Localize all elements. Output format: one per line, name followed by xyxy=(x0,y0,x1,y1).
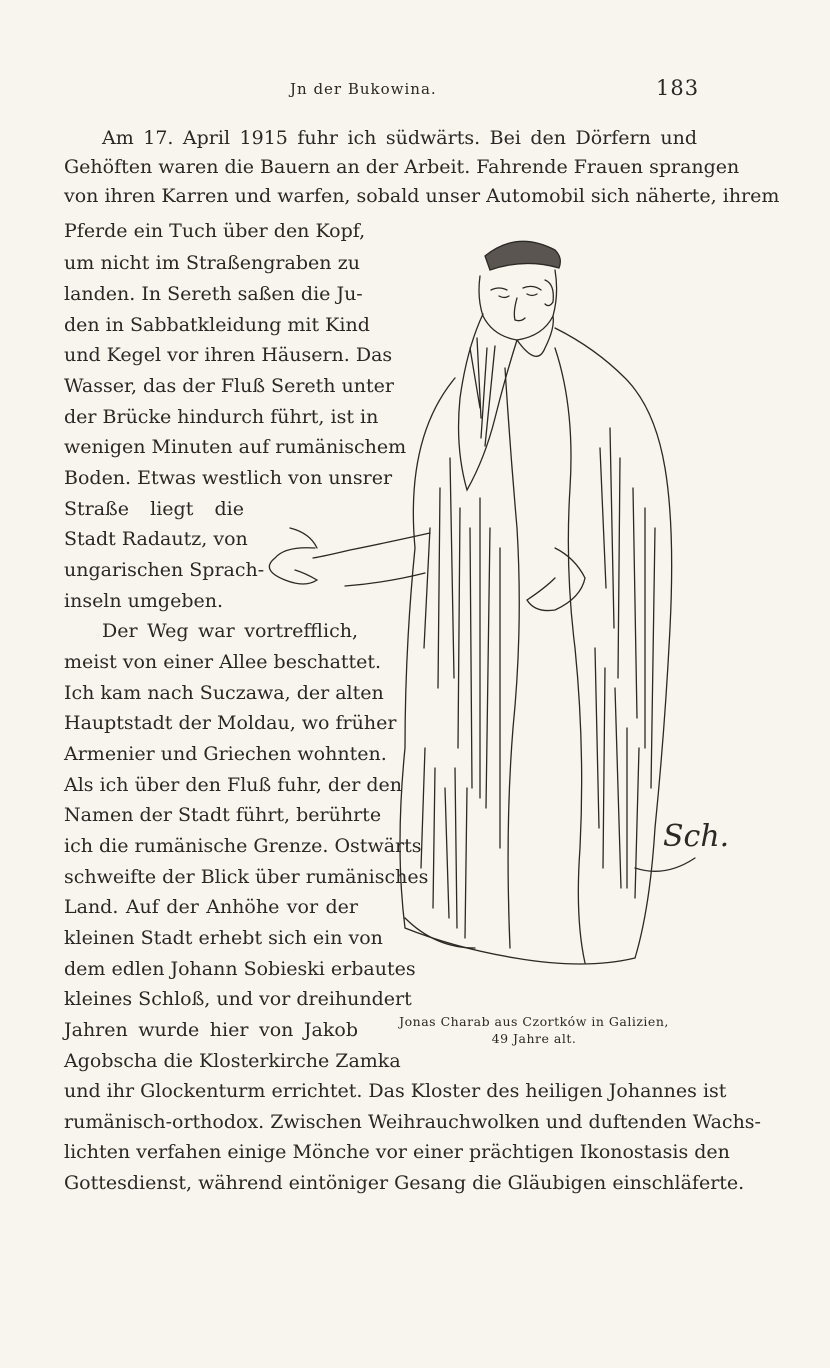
text-line: der Brücke hindurch führt, ist in xyxy=(64,406,379,428)
text-line: Armenier und Griechen wohnten. xyxy=(64,743,387,765)
text-line: Am 17. April 1915 fuhr ich südwärts. Bei den Dörfern und xyxy=(102,127,697,149)
text-line: landen. In Sereth saßen die Ju- xyxy=(64,283,363,305)
text-line: Der Weg war vortrefflich, xyxy=(102,620,358,642)
image-caption xyxy=(384,1013,684,1047)
text-line: Boden. Etwas westlich von unsrer xyxy=(64,467,393,489)
text-line: Jahren wurde hier von Jakob xyxy=(64,1019,358,1041)
text-line: ungarischen Sprach- xyxy=(64,559,265,581)
text-line: Land. Auf der Anhöhe vor der xyxy=(64,896,358,918)
text-line: Straße liegt die xyxy=(64,498,244,520)
caption-line: 49 Jahre alt. xyxy=(491,1031,577,1046)
text-line: Agobscha die Klosterkirche Zamka xyxy=(64,1050,401,1072)
portrait-sketch xyxy=(255,228,730,1018)
text-line: Gehöften waren die Bauern an der Arbeit. Fahrende Frauen sprangen xyxy=(64,156,740,178)
text-line: kleinen Stadt erhebt sich ein von xyxy=(64,927,383,949)
text-line: Ich kam nach Suczawa, der alten xyxy=(64,682,384,704)
artist-signature: Sch. xyxy=(663,819,730,854)
text-line: Pferde ein Tuch über den Kopf, xyxy=(64,220,366,242)
text-line: um nicht im Straßengraben zu xyxy=(64,252,360,274)
text-line: Wasser, das der Fluß Sereth unter xyxy=(64,375,394,397)
text-line: Als ich über den Fluß fuhr, der den xyxy=(64,774,403,796)
text-line: lichten verfahen einige Mönche vor einer prächtigen Ikonostasis den xyxy=(64,1141,730,1163)
text-line: und ihr Glockenturm errichtet. Das Kloster des heiligen Johannes ist xyxy=(64,1080,727,1102)
text-line: kleines Schloß, und vor dreihundert xyxy=(64,988,412,1010)
text-line: Hauptstadt der Moldau, wo früher xyxy=(64,712,397,734)
text-line: und Kegel vor ihren Häusern. Das xyxy=(64,344,393,366)
sketch-drawing xyxy=(255,228,730,1018)
text-line: Stadt Radautz, von xyxy=(64,528,248,550)
running-title: Jn der Bukowina. xyxy=(290,80,437,98)
text-line: wenigen Minuten auf rumänischem xyxy=(64,436,407,458)
caption-line: Jonas Charab aus Czortków in Galizien, xyxy=(399,1014,669,1029)
text-line: den in Sabbatkleidung mit Kind xyxy=(64,314,370,336)
text-line: von ihren Karren und warfen, sobald unser Automobil sich näherte, ihrem xyxy=(64,185,780,207)
text-line: rumänisch-orthodox. Zwischen Weihrauchwolken und duftenden Wachs- xyxy=(64,1111,761,1133)
text-line: meist von einer Allee beschattet. xyxy=(64,651,382,673)
text-line: schweifte der Blick über rumänisches xyxy=(64,866,429,888)
text-line: Gottesdienst, während eintöniger Gesang die Gläubigen einschläferte. xyxy=(64,1172,745,1194)
text-line: ich die rumänische Grenze. Ostwärts xyxy=(64,835,422,857)
text-line: dem edlen Johann Sobieski erbautes xyxy=(64,958,416,980)
page-number: 183 xyxy=(656,76,700,100)
text-line: Namen der Stadt führt, berührte xyxy=(64,804,382,826)
text-line: inseln umgeben. xyxy=(64,590,224,612)
